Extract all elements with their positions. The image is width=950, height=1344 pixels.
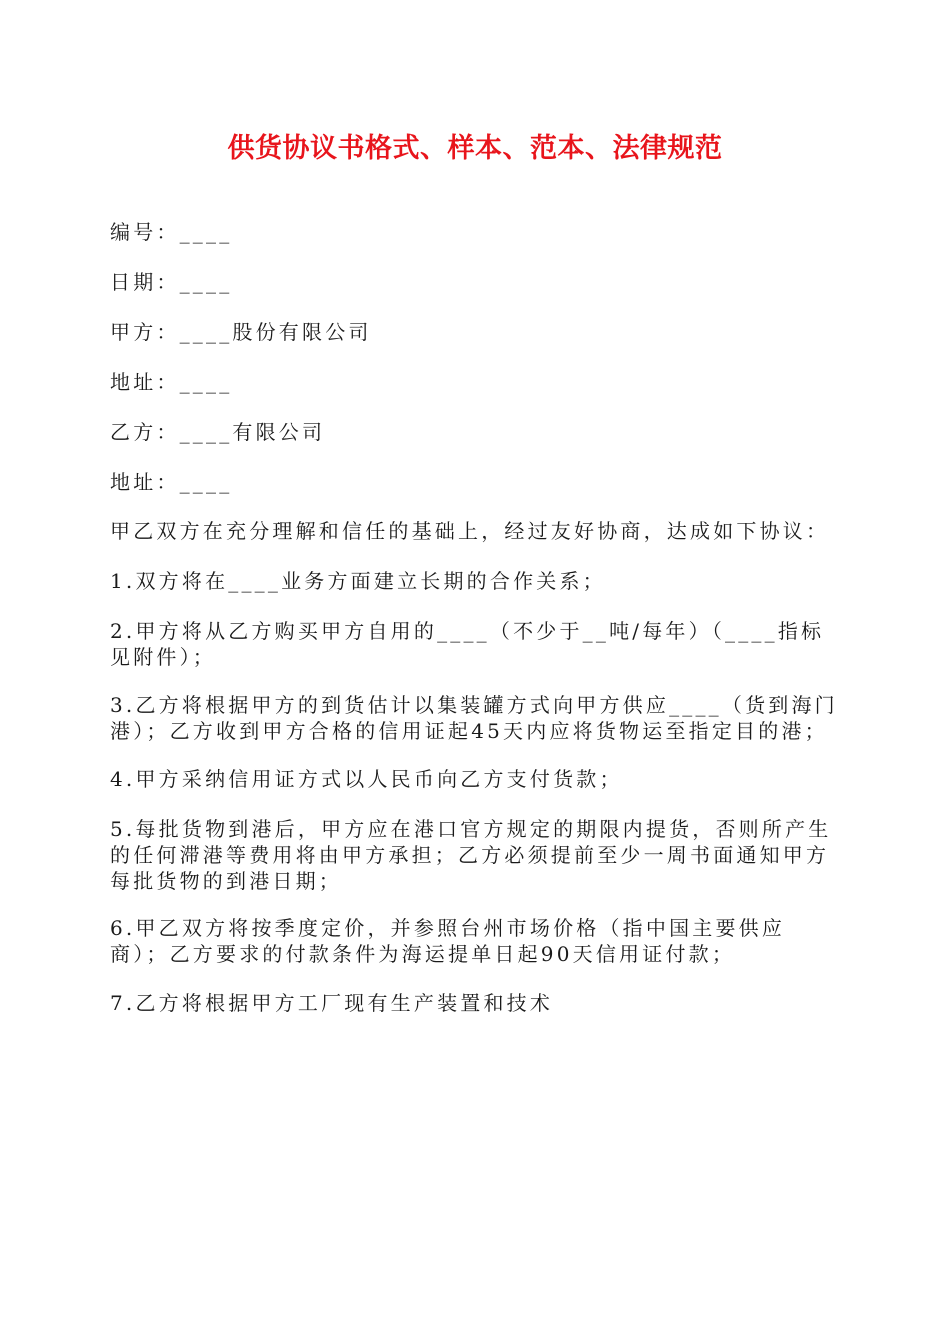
- clause-3: 3.乙方将根据甲方的到货估计以集装罐方式向甲方供应____（货到海门港）；乙方收到甲方合格的信用证起45天内应将货物运至指定目的港；: [110, 693, 838, 743]
- clause-7: 7.乙方将根据甲方工厂现有生产装置和技术: [110, 991, 554, 1015]
- clause-5: 5.每批货物到港后，甲方应在港口官方规定的期限内提货，否则所产生的任何滞港等费用将由甲方承担；乙方必须提前至少一周书面通知甲方每批货物的到港日期；: [110, 817, 832, 893]
- field-date: 日期：____: [110, 270, 233, 294]
- field-party-b-address: 地址：____: [110, 470, 233, 494]
- clause-1: 1.双方将在____业务方面建立长期的合作关系；: [110, 569, 606, 593]
- clause-4: 4.甲方采纳信用证方式以人民币向乙方支付货款；: [110, 767, 623, 791]
- document-title: 供货协议书格式、样本、范本、法律规范: [227, 133, 723, 164]
- field-party-b: 乙方：____有限公司: [110, 420, 326, 444]
- clause-2: 2.甲方将从乙方购买甲方自用的____（不少于__吨/每年）（____指标见附件）；: [110, 619, 825, 669]
- field-number: 编号：____: [110, 220, 233, 244]
- field-party-a: 甲方：____股份有限公司: [110, 320, 372, 344]
- clause-6: 6.甲乙双方将按季度定价，并参照台州市场价格（指中国主要供应商）；乙方要求的付款条件为海运提单日起90天信用证付款；: [110, 916, 786, 966]
- intro-paragraph: 甲乙双方在充分理解和信任的基础上，经过友好协商，达成如下协议：: [110, 519, 830, 543]
- field-party-a-address: 地址：____: [110, 370, 233, 394]
